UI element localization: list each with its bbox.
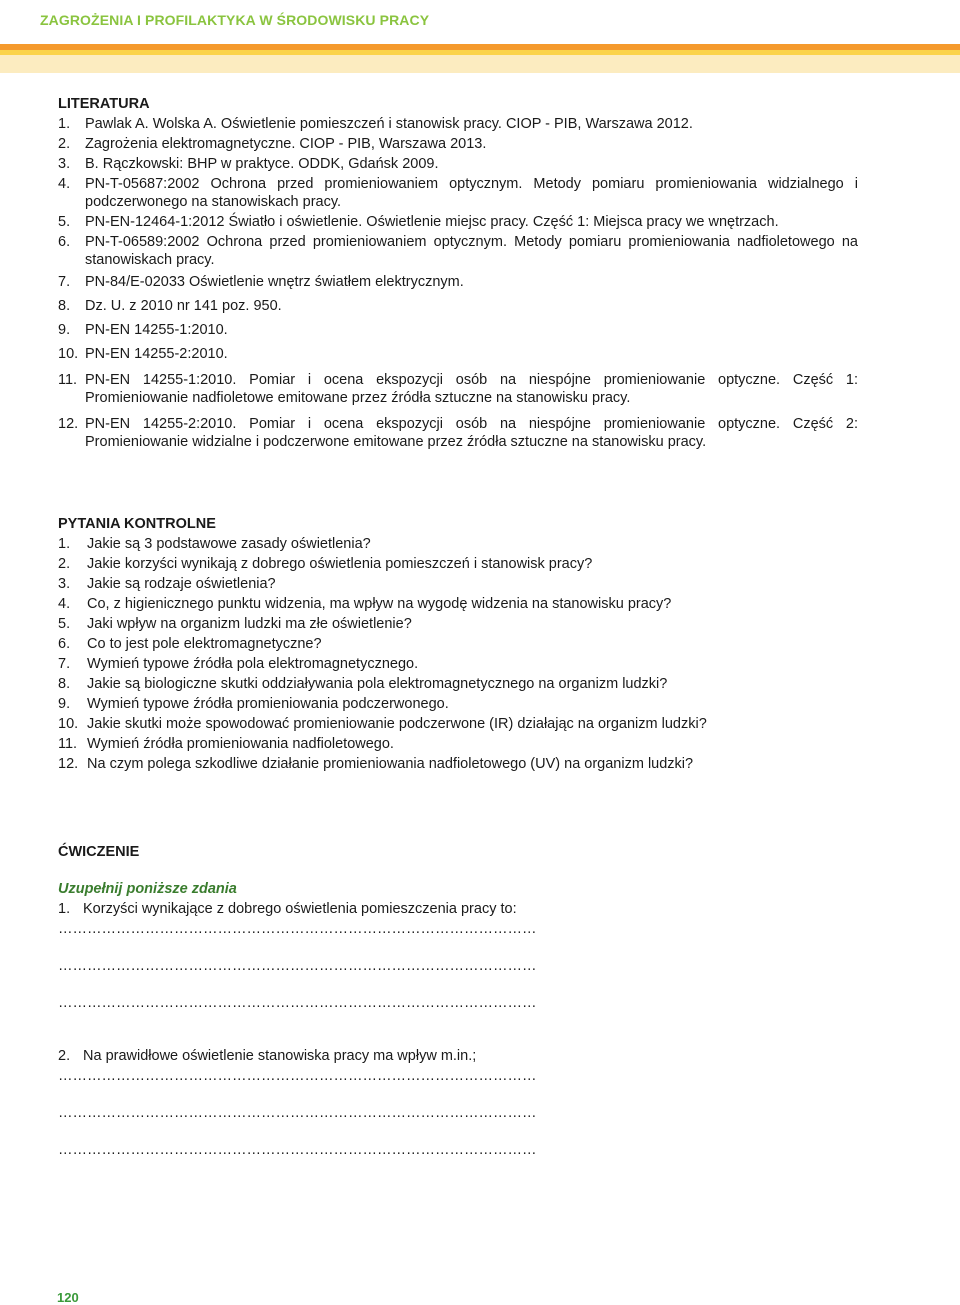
literature-item-text: B. Rączkowski: BHP w praktyce. ODDK, Gdańsk 2009.	[85, 156, 439, 172]
exercise-heading: ĆWICZENIE	[58, 844, 140, 860]
question-num: 9.	[58, 696, 71, 712]
question-num: 7.	[58, 656, 71, 672]
literature-item-text: PN-84/E-02033 Oświetlenie wnętrz światłem elektrycznym.	[85, 274, 464, 290]
question-num: 1.	[58, 536, 71, 552]
literature-item-num: 12.	[58, 416, 79, 432]
literature-item-num: 4.	[58, 176, 71, 192]
exercise-item-num: 1.	[58, 901, 71, 917]
literature-item-text: PN-EN 14255-2:2010.	[85, 346, 228, 362]
question-item	[58, 675, 858, 693]
literature-item	[58, 415, 858, 451]
header-title: ZAGROŻENIA I PROFILAKTYKA W ŚRODOWISKU PRACY	[40, 12, 430, 28]
literature-item	[58, 155, 858, 173]
question-item	[58, 635, 858, 653]
answer-line[interactable]: ………………………………………………………………………………………	[58, 1105, 537, 1121]
literature-item	[58, 175, 858, 211]
question-text: Wymień typowe źródła pola elektromagnetycznego.	[87, 656, 419, 672]
literature-item-num: 9.	[58, 322, 71, 338]
question-text: Jakie skutki może spowodować promieniowanie podczerwone (IR) działając na organizm ludzki?	[87, 716, 707, 732]
literature-item-num: 8.	[58, 298, 71, 314]
literature-item	[58, 273, 858, 291]
literature-item	[58, 233, 858, 269]
literature-item-text: Pawlak A. Wolska A. Oświetlenie pomieszczeń i stanowisk pracy. CIOP - PIB, Warszawa 2012.	[85, 116, 693, 132]
literature-item-text: PN-EN 14255-1:2010. Pomiar i ocena ekspozycji osób na niespójne promieniowanie optyczne. Część 1: Promieniowanie nadfioletowe emitowane przez źródła sztuczne na stanowisku pracy.	[85, 372, 858, 406]
question-item	[58, 595, 858, 613]
literature-heading: LITERATURA	[58, 96, 150, 112]
answer-line[interactable]: ………………………………………………………………………………………	[58, 958, 537, 974]
literature-item-num: 5.	[58, 214, 71, 230]
literature-item-text: PN-T-06589:2002 Ochrona przed promieniowaniem optycznym. Metody pomiaru promieniowania nadfioletowego na stanowiskach pracy.	[85, 234, 858, 268]
literature-item-text: Dz. U. z 2010 nr 141 poz. 950.	[85, 298, 282, 314]
question-item	[58, 755, 858, 773]
question-item	[58, 575, 858, 593]
answer-line[interactable]: ………………………………………………………………………………………	[58, 995, 537, 1011]
literature-item-num: 7.	[58, 274, 71, 290]
literature-item-text: PN-EN 14255-1:2010.	[85, 322, 228, 338]
literature-section	[58, 95, 858, 453]
question-text: Wymień typowe źródła promieniowania podczerwonego.	[87, 696, 449, 712]
exercise-task: Uzupełnij poniższe zdania	[58, 881, 237, 897]
literature-item-num: 2.	[58, 136, 71, 152]
question-text: Jakie są rodzaje oświetlenia?	[87, 576, 276, 592]
literature-item-num: 10.	[58, 346, 79, 362]
question-text: Wymień źródła promieniowania nadfioletowego.	[87, 736, 394, 752]
literature-item	[58, 371, 858, 407]
question-num: 2.	[58, 556, 71, 572]
literature-item	[58, 115, 858, 133]
literature-item-text: PN-EN 14255-2:2010. Pomiar i ocena ekspozycji osób na niespójne promieniowanie optyczne. Część 2: Promieniowanie widzialne i podczerwone emitowane przez źródła sztuczne na stanowisku pracy.	[85, 416, 858, 450]
question-num: 4.	[58, 596, 71, 612]
question-text: Na czym polega szkodliwe działanie promieniowania nadfioletowego (UV) na organizm ludzki?	[87, 756, 694, 772]
question-num: 8.	[58, 676, 71, 692]
answer-line[interactable]: ………………………………………………………………………………………	[58, 1068, 537, 1084]
literature-item-text: Zagrożenia elektromagnetyczne. CIOP - PIB, Warszawa 2013.	[85, 136, 487, 152]
exercise-section	[58, 843, 858, 1159]
question-num: 10.	[58, 716, 79, 732]
exercise-item	[58, 1047, 858, 1065]
question-text: Jakie są biologiczne skutki oddziaływania pola elektromagnetycznego na organizm ludzki?	[87, 676, 668, 692]
question-text: Co, z higienicznego punktu widzenia, ma wpływ na wygodę widzenia na stanowisku pracy?	[87, 596, 672, 612]
question-num: 5.	[58, 616, 71, 632]
question-text: Co to jest pole elektromagnetyczne?	[87, 636, 322, 652]
literature-item-num: 6.	[58, 234, 71, 250]
questions-section	[58, 515, 858, 775]
literature-item-text: PN-T-05687:2002 Ochrona przed promieniowaniem optycznym. Metody pomiaru promieniowania widzialnego i podczerwonego na stanowiskach pracy.	[85, 176, 858, 210]
question-num: 3.	[58, 576, 71, 592]
literature-item-num: 1.	[58, 116, 71, 132]
questions-heading: PYTANIA KONTROLNE	[58, 516, 216, 532]
literature-item	[58, 135, 858, 153]
literature-item	[58, 321, 858, 339]
literature-item	[58, 297, 858, 315]
literature-item-num: 3.	[58, 156, 71, 172]
question-num: 12.	[58, 756, 79, 772]
literature-item	[58, 213, 858, 231]
question-text: Jakie korzyści wynikają z dobrego oświetlenia pomieszczeń i stanowisk pracy?	[87, 556, 593, 572]
question-text: Jakie są 3 podstawowe zasady oświetlenia?	[87, 536, 371, 552]
answer-line[interactable]: ………………………………………………………………………………………	[58, 921, 537, 937]
exercise-item-text: Korzyści wynikające z dobrego oświetlenia pomieszczenia pracy to:	[83, 901, 517, 917]
literature-item	[58, 345, 858, 363]
question-item	[58, 555, 858, 573]
page-number: 120	[57, 1290, 79, 1305]
question-item	[58, 715, 858, 733]
header-band-cream	[0, 55, 960, 73]
question-item	[58, 655, 858, 673]
question-item	[58, 735, 858, 753]
literature-item-text: PN-EN-12464-1:2012 Światło i oświetlenie. Oświetlenie miejsc pracy. Część 1: Miejsca pracy we wnętrzach.	[85, 214, 779, 230]
question-text: Jaki wpływ na organizm ludzki ma złe oświetlenie?	[87, 616, 412, 632]
literature-item-num: 11.	[58, 372, 78, 388]
exercise-item-text: Na prawidłowe oświetlenie stanowiska pracy ma wpływ m.in.;	[83, 1048, 477, 1064]
question-item	[58, 615, 858, 633]
exercise-item-num: 2.	[58, 1048, 71, 1064]
question-num: 11.	[58, 736, 78, 752]
exercise-item	[58, 900, 858, 918]
question-item	[58, 695, 858, 713]
page-header	[0, 0, 960, 44]
answer-line[interactable]: ………………………………………………………………………………………	[58, 1142, 537, 1158]
question-num: 6.	[58, 636, 71, 652]
question-item	[58, 535, 858, 553]
